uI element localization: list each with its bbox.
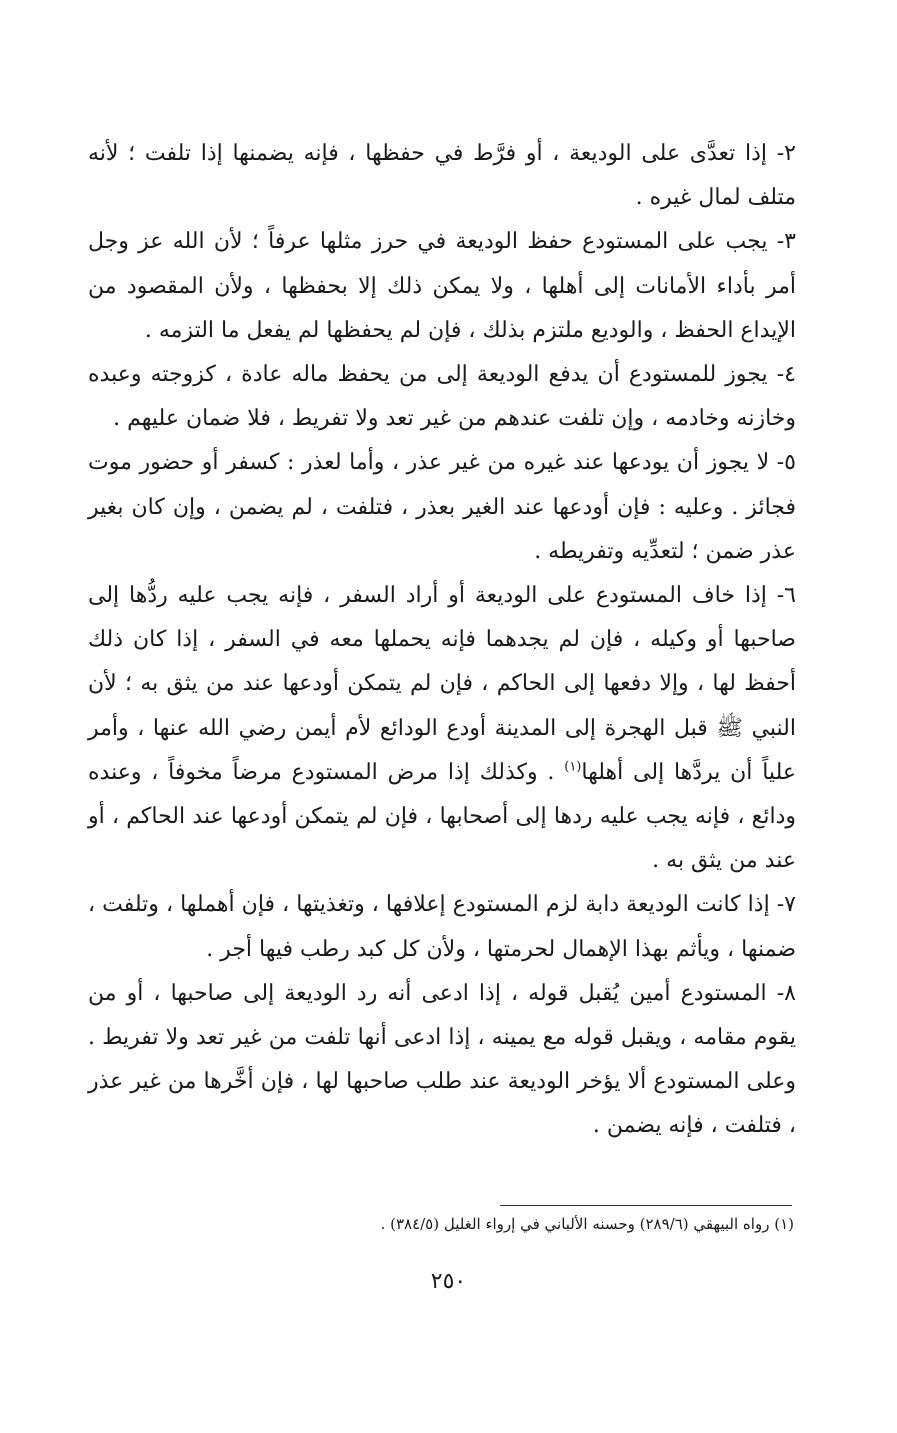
footnote: (١) رواه البيهقي (٢٨٩/٦) وحسنه الألباني في إرواء الغليل (٣٨٤/٥) .	[380, 1215, 794, 1233]
paragraph-4: ٤- يجوز للمستودع أن يدفع الوديعة إلى من يحفظ ماله عادة ، كزوجته وعبده وخازنه وخادمه ، وإن تلفت عندهم من غير تعد ولا تفريط ، فلا ضمان عليهم .	[88, 362, 796, 432]
footnote-marker: (١)	[564, 759, 582, 775]
paragraph-2: ٢- إذا تعدَّى على الوديعة ، أو فرَّط في حفظها ، فإنه يضمنها إذا تلفت ؛ لأنه متلف لمال غيره .	[88, 141, 796, 211]
page-number: ٢٥٠	[430, 1269, 467, 1294]
paragraph-3: ٣- يجب على المستودع حفظ الوديعة في حرز مثلها عرفاً ؛ لأن الله عز وجل أمر بأداء الأمانات إلى أهلها ، ولا يمكن ذلك إلا بحفظها ، ولأن المقصود من الإيداع الحفظ ، والوديع ملتزم بذلك ، فإن لم يحفظها لم يفعل ما التزمه .	[88, 229, 796, 343]
paragraph-6-text-after-note: . وكذلك إذا مرض المستودع مرضاً مخوفاً ، وعنده ودائع ، فإنه يجب عليه ردها إلى أصحابها ، فإن لم يتمكن أودعها عند الحاكم ، أو عند من يثق به .	[88, 759, 796, 874]
paragraph-6-text-before-note: ٦- إذا خاف المستودع على الوديعة أو أراد السفر ، فإنه يجب عليه ردُّها إلى صاحبها أو وكيله ، فإن لم يجدهما فإنه يحملها معه في السفر ، إذا كان ذلك أحفظ لها ، وإلا دفعها إلى الحاكم ، فإن لم يتمكن أودعها عند من يثق به ؛ لأن النبي ﷺ قبل الهجرة إلى المدينة أودع الودائع لأم أيمن رضي الله عنها ، وأمر علياً أن يردَّها إلى أهلها	[88, 583, 796, 785]
main-text	[88, 132, 796, 1149]
footnote-divider	[500, 1205, 792, 1206]
paragraph-7: ٧- إذا كانت الوديعة دابة لزم المستودع إعلافها ، وتغذيتها ، فإن أهملها ، وتلفت ، ضمنها ، ويأثم بهذا الإهمال لحرمتها ، ولأن كل كبد رطب فيها أجر .	[88, 892, 796, 962]
paragraph-8: ٨- المستودع أمين يُقبل قوله ، إذا ادعى أنه رد الوديعة إلى صاحبها ، أو من يقوم مقامه ، ويقبل قوله مع يمينه ، إذا ادعى أنها تلفت من غير تعد ولا تفريط . وعلى المستودع ألا يؤخر الوديعة عند طلب صاحبها لها ، فإن أخَّرها من غير عذر ، فتلفت ، فإنه يضمن .	[88, 980, 796, 1139]
paragraph-5: ٥- لا يجوز أن يودعها عند غيره من غير عذر ، وأما لعذر : كسفر أو حضور موت فجائز . وعليه : فإن أودعها عند الغير بعذر ، فتلفت ، لم يضمن ، وإن كان بغير عذر ضمن ؛ لتعدِّيه وتفريطه .	[88, 450, 796, 564]
paragraph-6	[88, 574, 796, 883]
